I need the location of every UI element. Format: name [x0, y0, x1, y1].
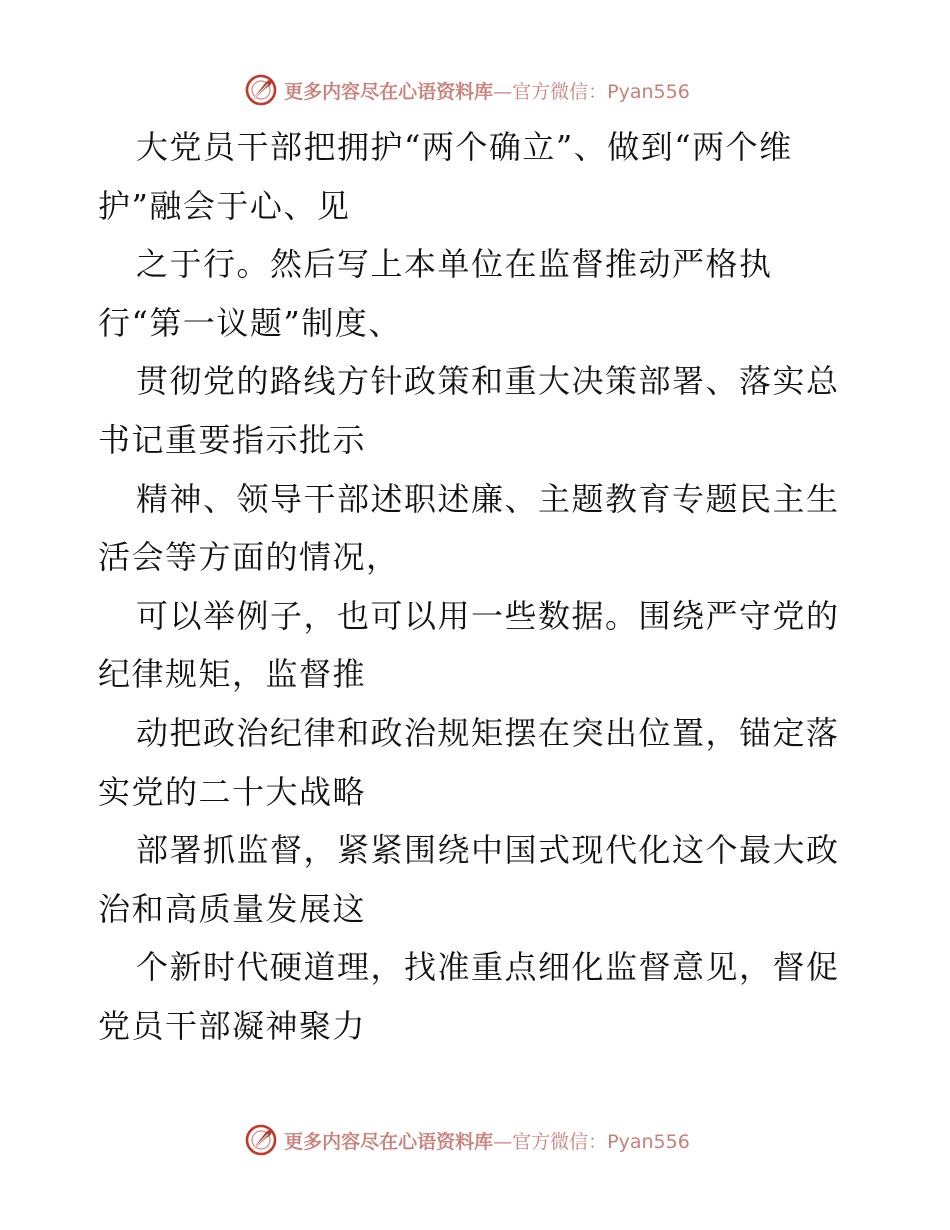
text-line: 治和高质量发展这 — [98, 889, 367, 928]
watermark-wechat-text: 官方微信：Pyan556 — [512, 80, 690, 103]
text-line: 大党员干部把拥护“两个确立”、做到“两个维 — [136, 128, 793, 166]
text-line: 行“第一议题”制度、 — [98, 303, 402, 342]
document-body — [98, 118, 858, 1056]
footer-watermark — [0, 1120, 950, 1160]
text-line: 之于行。然后写上本单位在监督推动严格执 — [136, 245, 773, 284]
text-line: 护”融会于心、见 — [98, 186, 351, 225]
watermark-text — [284, 77, 690, 104]
watermark-separator: — — [493, 80, 513, 103]
text-line: 活会等方面的情况， — [98, 538, 400, 577]
text-line: 贯彻党的路线方针政策和重大决策部署、落实总 — [136, 362, 840, 401]
watermark-wechat-text: 官方微信：Pyan556 — [512, 1130, 690, 1153]
text-line: 实党的二十大战略 — [98, 772, 367, 811]
text-line: 可以举例子，也可以用一些数据。围绕严守党的 — [136, 596, 840, 635]
text-line: 部署抓监督，紧紧围绕中国式现代化这个最大政 — [136, 831, 840, 870]
quill-logo-icon — [244, 73, 278, 107]
watermark-group — [244, 73, 690, 107]
watermark-text — [284, 1127, 690, 1154]
watermark-separator: — — [493, 1130, 513, 1153]
watermark-site-text: 更多内容尽在心语资料库 — [284, 80, 494, 103]
watermark-site-text: 更多内容尽在心语资料库 — [284, 1130, 494, 1153]
header-watermark — [0, 70, 950, 110]
text-line: 动把政治纪律和政治规矩摆在突出位置，锚定落 — [136, 713, 840, 752]
text-line: 个新时代硬道理，找准重点细化监督意见，督促 — [136, 948, 840, 987]
quill-logo-icon — [244, 1123, 278, 1157]
text-line: 精神、领导干部述职述廉、主题教育专题民主生 — [136, 479, 840, 518]
text-line: 纪律规矩，监督推 — [98, 655, 367, 694]
text-line: 书记重要指示批示 — [98, 420, 367, 459]
text-line: 党员干部凝神聚力 — [98, 1006, 367, 1045]
watermark-group — [244, 1123, 690, 1157]
